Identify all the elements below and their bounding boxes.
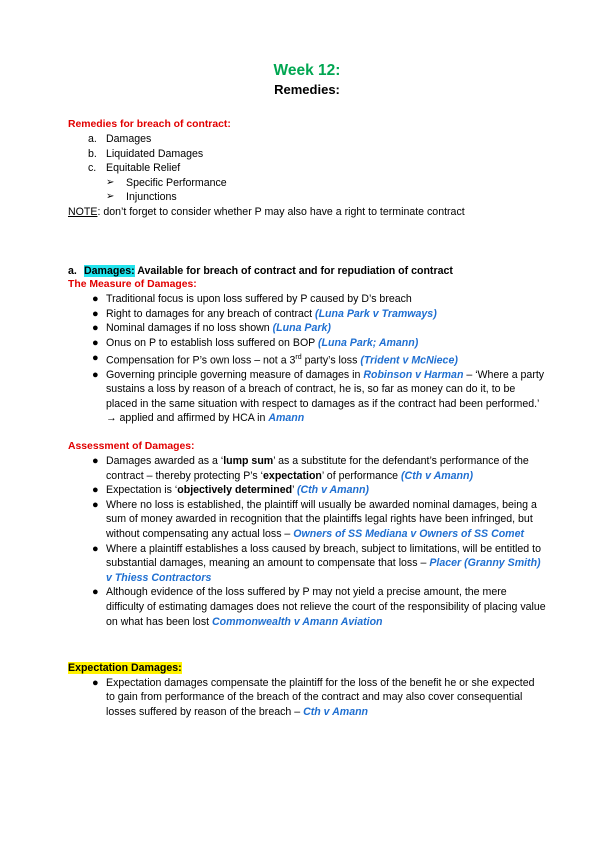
remedies-heading: Remedies for breach of contract: — [68, 119, 231, 130]
note: NOTE: don’t forget to consider whether P may also have a right to terminate contract — [68, 205, 465, 218]
arrow-bullet-icon: ➢ — [106, 176, 115, 188]
remedies-section — [68, 118, 546, 220]
remedies-list — [68, 132, 546, 176]
expectation-section — [68, 661, 546, 719]
list-item: ● Traditional focus is upon loss suffered by P caused by D’s breach — [92, 293, 412, 306]
list-item: ● Compensation for P’s own loss – not a 3rd party’s loss (Trident v McNiece) — [92, 351, 458, 367]
damages-heading: a. Damages: Available for breach of contract and for repudiation of contract — [68, 264, 453, 277]
list-item: c. Equitable Relief — [88, 162, 181, 175]
assessment-list — [68, 454, 546, 629]
arrow-bullet-icon: ➢ — [106, 191, 115, 203]
list-item: ● Right to damages for any breach of contract (Luna Park v Tramways) — [92, 307, 437, 320]
damages-section — [68, 264, 546, 426]
list-item: ➢ Injunctions — [106, 191, 177, 204]
list-item: ● Onus on P to establish loss suffered on BOP (Luna Park; Amann) — [92, 336, 419, 349]
list-item: ● Although evidence of the loss suffered by P may not yield a precise amount, the mere difficulty of estimating damages does not relieve the court of the responsibility of placing value on what has been lost Commonwealth v Amann Aviation — [92, 586, 546, 628]
list-item: ● Expectation is ‘objectively determined’ (Cth v Amann) — [92, 484, 369, 497]
list-item: ➢ Specific Performance — [106, 176, 227, 189]
measure-list — [68, 292, 546, 426]
list-item: ● Where a plaintiff establishes a loss caused by breach, subject to limitations, will be entitled to substantial damages, meaning an amount to compensate that loss – Placer (Granny Smith) v Thiess Contractors — [92, 542, 541, 584]
assessment-section — [68, 440, 546, 629]
assessment-heading: Assessment of Damages: — [68, 441, 195, 453]
page-title: Week 12: — [273, 62, 341, 79]
expectation-heading: Expectation Damages: — [68, 662, 182, 675]
list-item: b. Liquidated Damages — [88, 147, 204, 160]
list-item: ● Nominal damages if no loss shown (Luna Park) — [92, 322, 331, 335]
expectation-list — [68, 676, 546, 720]
list-item: ● Governing principle governing measure of damages in Robinson v Harman – ‘Where a party sustains a loss by reason of a breach of contract, he is, so far as money can do it, to be placed in the same situation with respect to damages as if the contract had been performed.’ → applied and affirmed by HCA in Amann — [92, 368, 545, 425]
list-item: a. Damages — [88, 133, 152, 145]
list-item: ● Where no loss is established, the plaintiff will usually be awarded nominal damages, being a sum of money awarded in recognition that the plaintiffs legal rights have been infringed, but without compensating any actual loss – Owners of SS Mediana v Owners of SS Comet — [92, 498, 537, 540]
equitable-relief-list — [68, 176, 546, 205]
measure-heading: The Measure of Damages: — [68, 279, 197, 291]
list-item: ● Damages awarded as a ‘lump sum’ as a substitute for the defendant’s performance of the contract – thereby protecting P’s ‘expectation’ of performance (Cth v Amann) — [92, 455, 529, 482]
list-item: ● Expectation damages compensate the plaintiff for the loss of the benefit he or she expected to gain from performance of the breach of the contract and may also cover consequential losses suffered by reason of the breach – Cth v Amann — [92, 676, 535, 718]
page-subtitle: Remedies: — [274, 82, 340, 97]
